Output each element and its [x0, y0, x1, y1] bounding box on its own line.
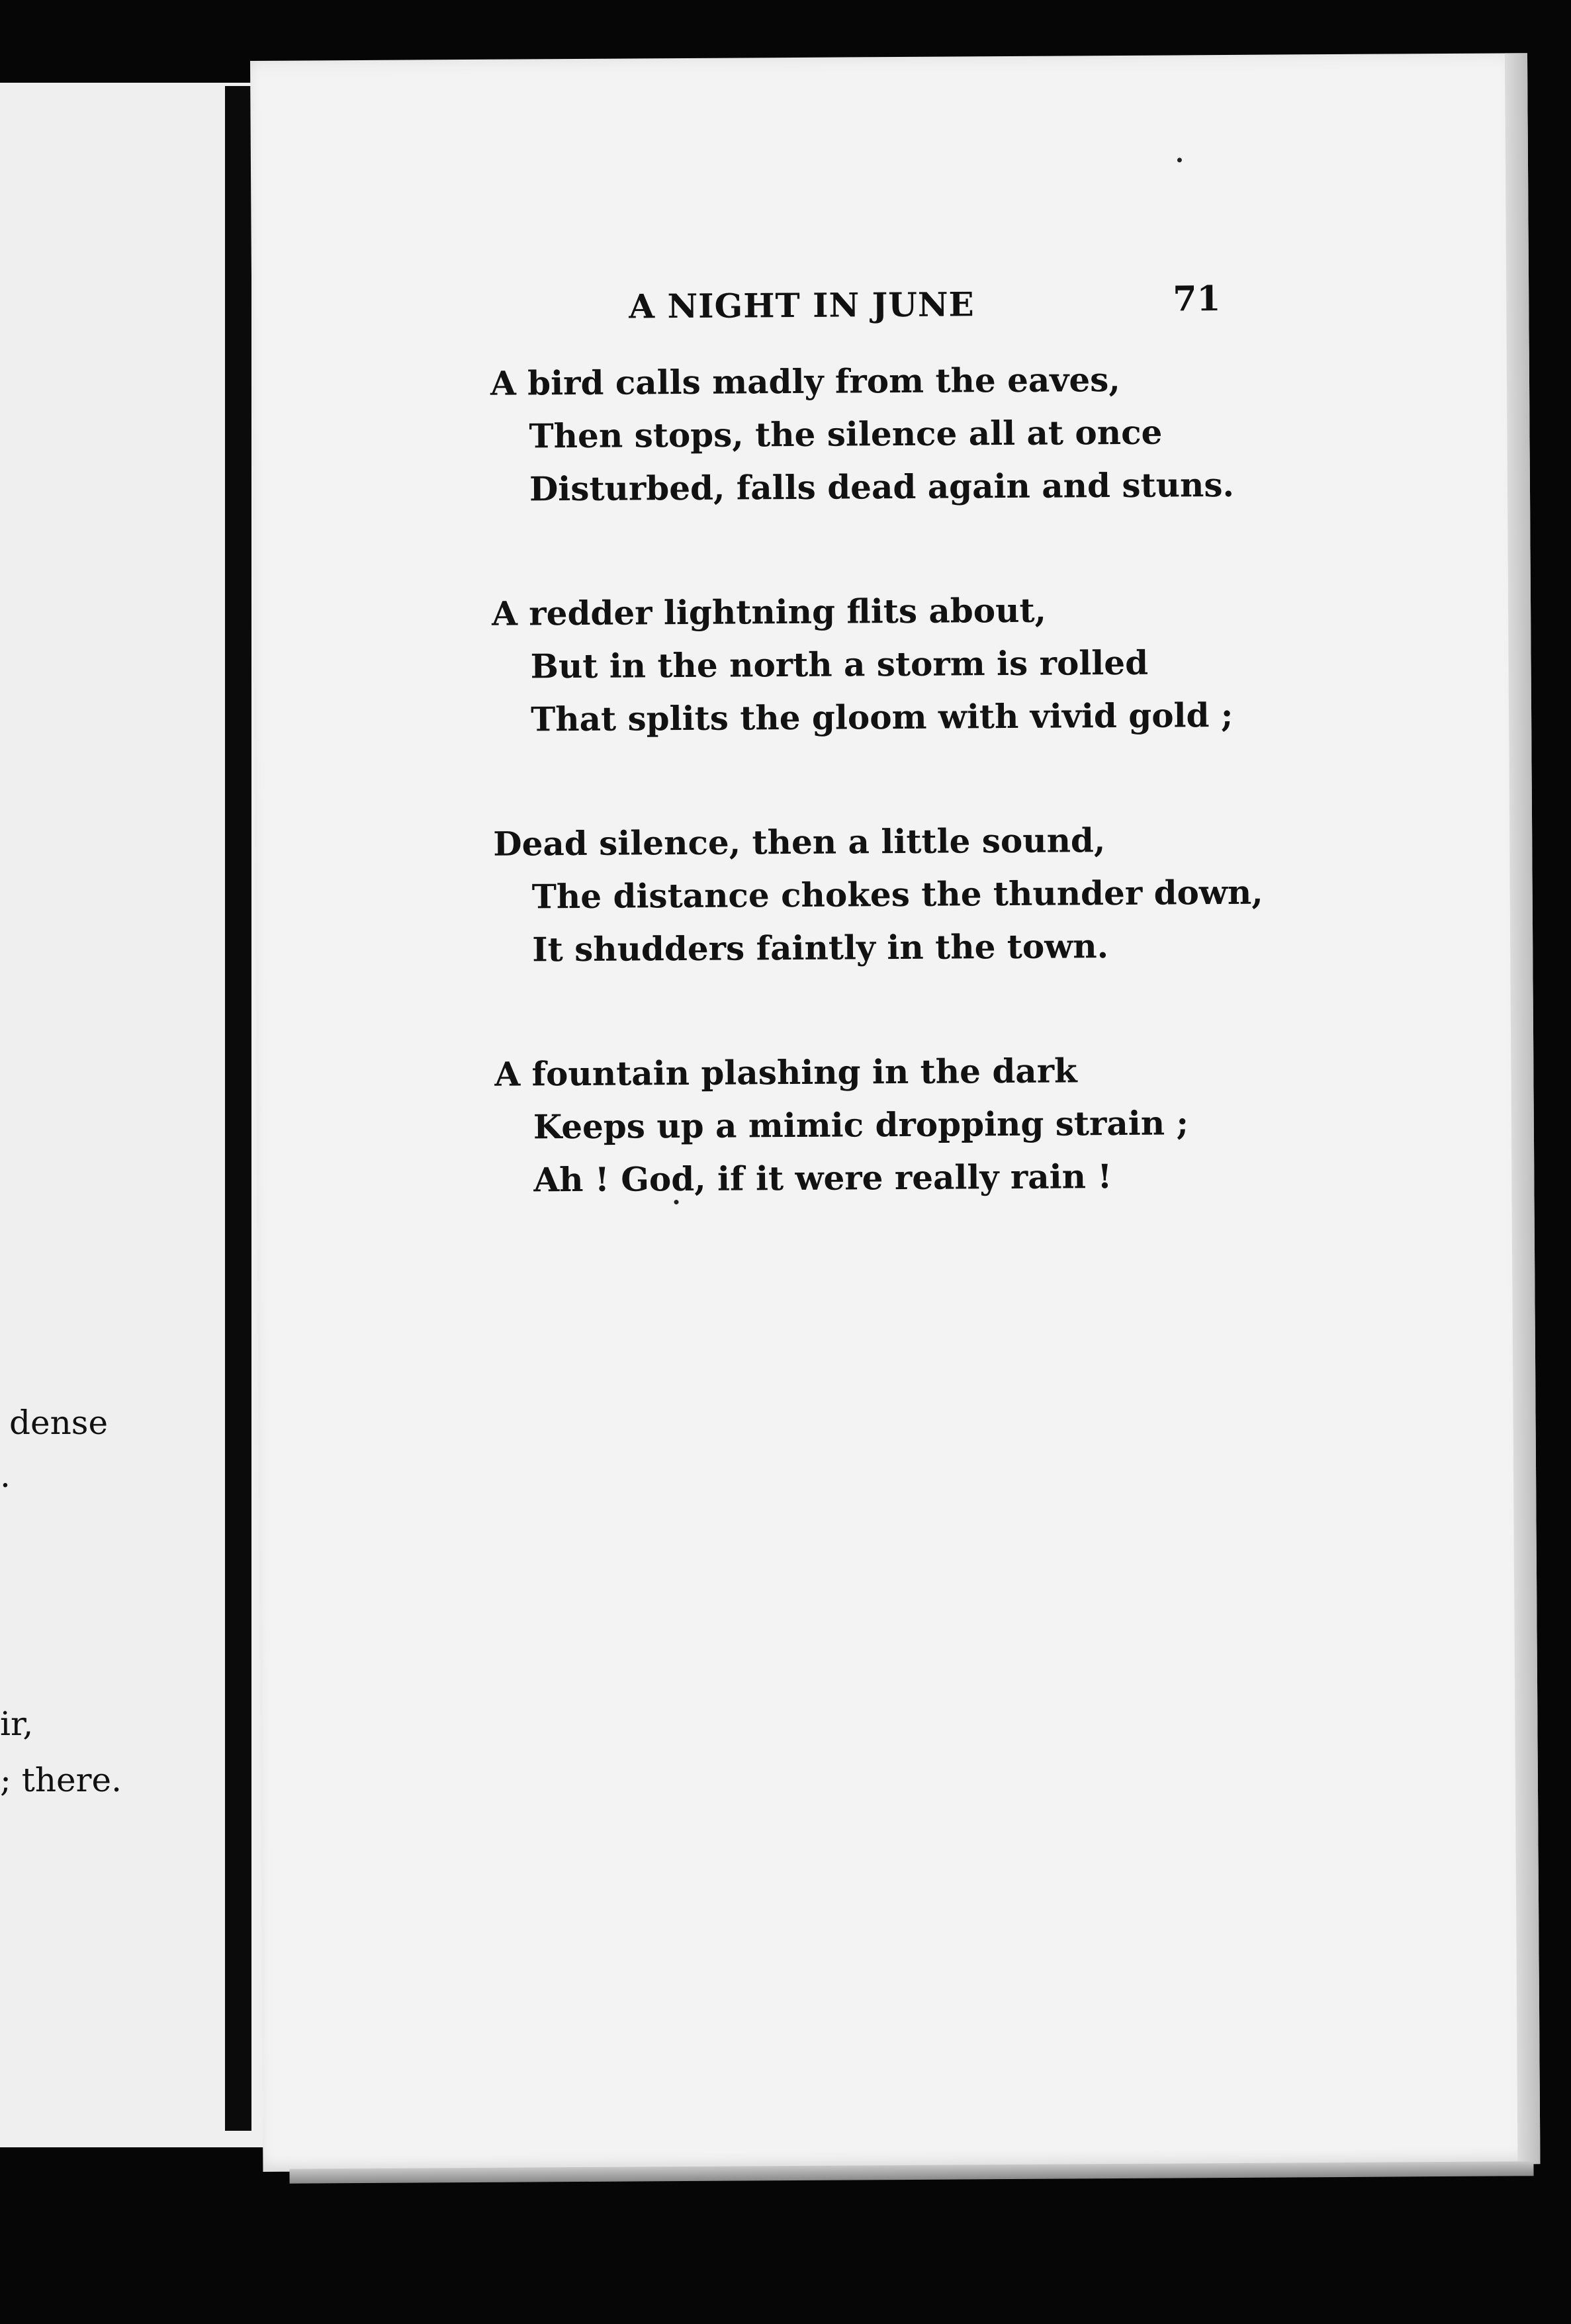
poem-line: It shudders faintly in the town. [532, 926, 1109, 969]
left-page-fragment: dense [9, 1404, 109, 1442]
poem-line: A redder lightning flits about, [491, 590, 1047, 633]
stanza [493, 812, 1473, 977]
page-edge [1505, 53, 1540, 2164]
poem-line: Keeps up a mimic dropping strain ; [533, 1103, 1189, 1147]
poem-line: The distance chokes the thunder down, [531, 872, 1263, 916]
poem-line: That splits the gloom with vivid gold ; [530, 695, 1234, 739]
poem-line: Dead silence, then a little sound, [493, 821, 1106, 864]
stanza [494, 1042, 1474, 1207]
left-page-fragment: . [0, 1456, 11, 1495]
page-speck [674, 1200, 679, 1204]
stanza [492, 582, 1472, 746]
page-number: 71 [1173, 279, 1221, 320]
left-page-fragment: ; there. [0, 1761, 122, 1799]
stanza [490, 351, 1470, 516]
book-gutter [225, 86, 251, 2131]
page-bottom-edge [289, 2161, 1533, 2183]
poem-line: A bird calls madly from the eaves, [490, 359, 1120, 403]
poem-body [490, 351, 1475, 1278]
right-page [250, 53, 1540, 2172]
poem-line: Then stops, the silence all at once [529, 412, 1163, 456]
running-head: A NIGHT IN JUNE [629, 285, 975, 326]
poem-line: Ah ! God, if it were really rain ! [533, 1157, 1112, 1200]
poem-line: But in the north a storm is rolled [530, 643, 1149, 686]
poem-line: A fountain plashing in the dark [494, 1051, 1077, 1094]
poem-line: Disturbed, falls dead again and stuns. [529, 465, 1235, 509]
left-page-fragment: ir, [0, 1705, 34, 1743]
page-speck [1177, 157, 1182, 162]
